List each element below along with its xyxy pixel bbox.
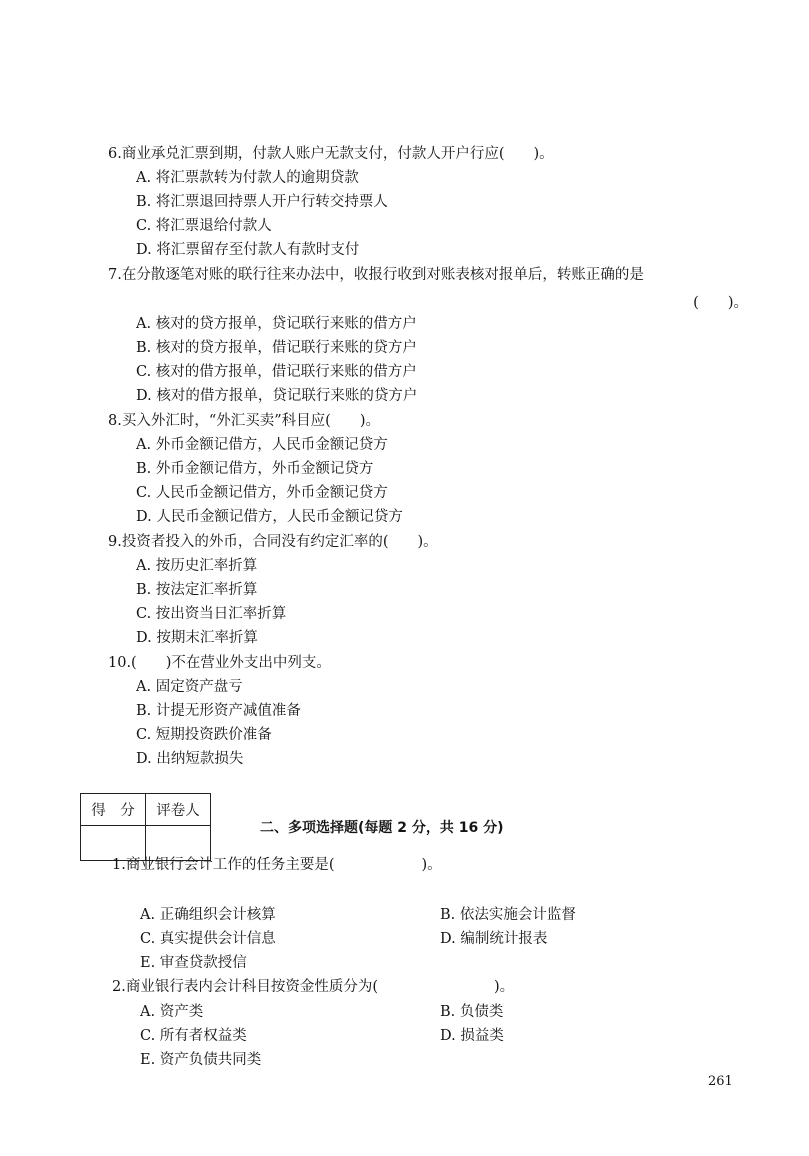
option-b: B. 外币金额记借方，外币金额记贷方: [136, 461, 374, 477]
question-stem: 2.商业银行表内会计科目按资金性质分为( )。: [112, 979, 515, 995]
options-row: [140, 951, 660, 975]
score-header: 得 分: [81, 794, 146, 826]
question-8-options: [136, 433, 696, 529]
option-a: A. 固定资产盘亏: [136, 679, 243, 695]
option-b: B. 按法定汇率折算: [136, 582, 258, 598]
option-d: D. 人民币金额记借方，人民币金额记贷方: [136, 509, 403, 525]
question-8: [108, 409, 748, 433]
option-e: E. 审查贷款授信: [140, 955, 247, 971]
question-6-options: [136, 166, 696, 262]
multi-question-1-options: [140, 903, 660, 975]
option-a: A. 按历史汇率折算: [136, 558, 258, 574]
option-c: C. 核对的借方报单，借记联行来账的借方户: [136, 364, 417, 380]
option-a: A. 核对的贷方报单，贷记联行来账的借方户: [136, 316, 417, 332]
option-d: D. 损益类: [440, 1028, 504, 1044]
question-stem-continuation: ( )。: [693, 295, 748, 311]
option-c: C. 短期投资跌价准备: [136, 727, 272, 743]
option-c: C. 真实提供会计信息: [140, 931, 276, 947]
option-d: D. 出纳短款损失: [136, 751, 244, 767]
multi-question-2-options: [140, 1000, 660, 1072]
option-b: B. 将汇票退回持票人开户行转交持票人: [136, 194, 388, 210]
option-a: A. 正确组织会计核算: [140, 907, 276, 923]
option-d: D. 编制统计报表: [440, 931, 548, 947]
option-d: D. 将汇票留存至付款人有款时支付: [136, 242, 360, 258]
option-b: B. 计提无形资产减值准备: [136, 703, 301, 719]
question-9-options: [136, 554, 696, 650]
question-6: [108, 142, 748, 166]
page-number: 261: [708, 1074, 733, 1089]
question-stem: 10.( )不在营业外支出中列支。: [108, 655, 331, 671]
options-row: [140, 927, 660, 951]
option-b: B. 依法实施会计监督: [440, 907, 576, 923]
option-c: C. 将汇票退给付款人: [136, 218, 272, 234]
option-a: A. 外币金额记借方，人民币金额记贷方: [136, 437, 388, 453]
options-row: [140, 903, 660, 927]
multi-question-2: [112, 975, 752, 999]
options-row: [140, 1024, 660, 1048]
question-stem: 8.买入外汇时，“外汇买卖”科目应( )。: [108, 413, 380, 429]
multi-question-1: [112, 853, 752, 877]
question-7: [108, 263, 748, 315]
option-d: D. 按期末汇率折算: [136, 630, 258, 646]
score-table-header-row: [81, 794, 211, 826]
option-d: D. 核对的借方报单，贷记联行来账的贷方户: [136, 388, 418, 404]
option-e: E. 资产负债共同类: [140, 1052, 262, 1068]
option-c: C. 人民币金额记借方，外币金额记贷方: [136, 485, 388, 501]
option-c: C. 按出资当日汇率折算: [136, 606, 287, 622]
question-stem: 1.商业银行会计工作的任务主要是( )。: [112, 857, 442, 873]
grader-header: 评卷人: [146, 794, 211, 826]
option-b: B. 负债类: [440, 1004, 504, 1020]
options-row: [140, 1000, 660, 1024]
option-c: C. 所有者权益类: [140, 1028, 247, 1044]
question-9: [108, 530, 748, 554]
question-stem: 7.在分散逐笔对账的联行往来办法中，收报行收到对账表核对报单后，转账正确的是: [108, 267, 644, 283]
options-row: [140, 1048, 660, 1072]
question-10: [108, 651, 748, 675]
option-b: B. 核对的贷方报单，借记联行来账的贷方户: [136, 340, 417, 356]
score-table: [80, 793, 211, 861]
option-a: A. 将汇票款转为付款人的逾期贷款: [136, 170, 359, 186]
section-title: 二、多项选择题(每题 2 分，共 16 分): [260, 820, 504, 836]
option-a: A. 资产类: [140, 1004, 204, 1020]
question-stem: 9.投资者投入的外币，合同没有约定汇率的( )。: [108, 534, 438, 550]
question-7-options: [136, 312, 696, 408]
question-stem: 6.商业承兑汇票到期，付款人账户无款支付，付款人开户行应( )。: [108, 146, 554, 162]
question-10-options: [136, 675, 696, 771]
